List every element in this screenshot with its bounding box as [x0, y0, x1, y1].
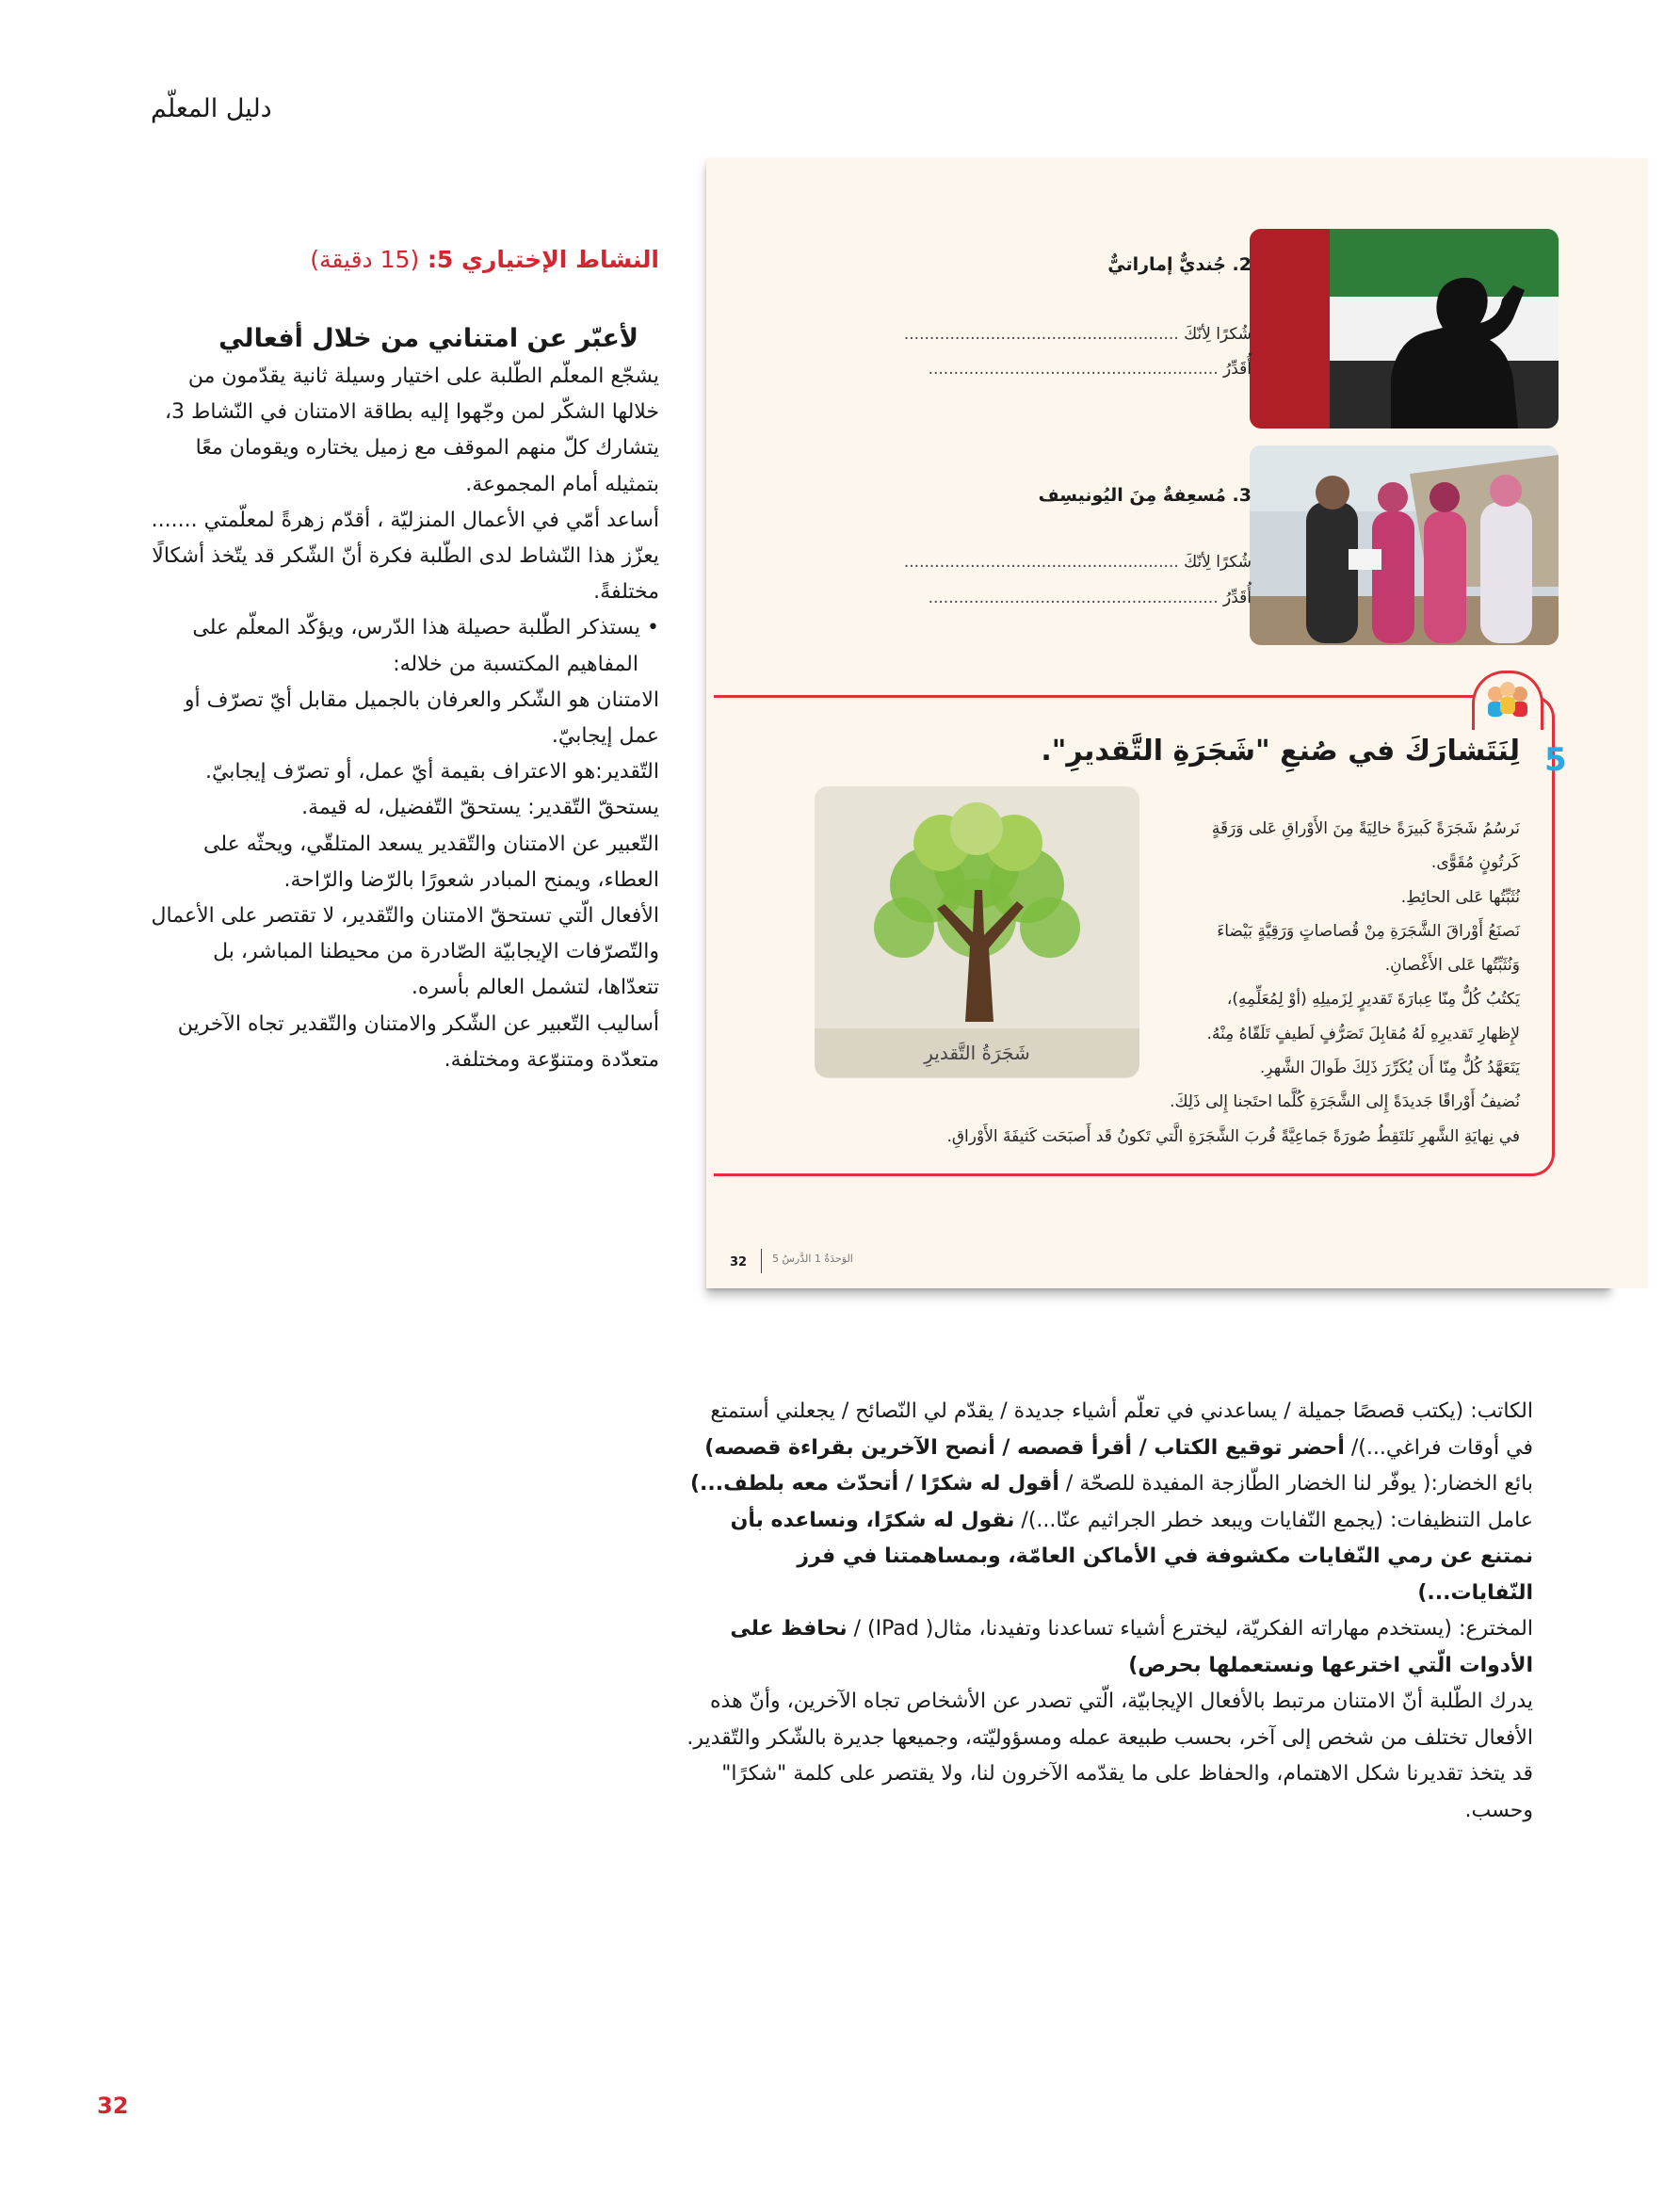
- note-line: عمل إيجابيّ.: [551, 724, 659, 749]
- note-line: الأفعال الّتي تستحقّ الامتنان والتّقدير، لا تقتصر على الأعمال: [151, 904, 659, 929]
- answer-vendor: بائع الخضار:( يوفّر لنا الخضار الطّازجة المفيدة للصحّة / أقول له شكرًا / أتحدّث معه بلطف...): [690, 1472, 1533, 1496]
- note-line: أساعد أمّي في الأعمال المنزليّة ، أقدّم زهرةً لمعلّمتي .......: [151, 508, 659, 532]
- item2-label: 2. جُنديٌّ إماراتيٌّ: [1107, 254, 1252, 275]
- soldier-photo: [1250, 229, 1559, 428]
- book-page-number: 32: [730, 1255, 748, 1269]
- instruction-line: يَكتُبُ كُلٌّ مِنّا عِبارَةَ تَقديرٍ لِزَميلِهِ (أوْ لِمُعَلِّمِهِ)،: [1226, 990, 1520, 1010]
- note-line: خلالها الشكّر لمن وجّهوا إليه بطاقة الامتنان في النّشاط 3،: [164, 400, 659, 425]
- answer-examples: [686, 1394, 1533, 1829]
- answer-cleaner: عامل التنظيفات: (يجمع النّفايات ويبعد خطر الجراثيم عنّا...)/ نقول له شكرًا، ونساعده بأن نمتنع عن رمي النّفايات مكشوفة في الأماكن العامّة، وبمساهمتنا في فرز النّفايات...): [730, 1508, 1533, 1605]
- note-line: أساليب التّعبير عن الشّكر والامتنان والتّقدير تجاه الآخرين: [177, 1011, 659, 1036]
- activity5-title: لِنَتَشارَكَ في صُنعِ "شَجَرَةِ التَّقديرِ".: [1041, 735, 1520, 768]
- instruction-line: لإِظهارِ تَقديرِهِ لَهُ مُقابِلَ تَصَرُّفٍ لَطيفٍ تَلَقّاهُ مِنْهُ.: [1206, 1024, 1520, 1043]
- group-icon: [1472, 671, 1543, 730]
- note-line: تتعدّاها، لتشمل العالم بأسره.: [411, 976, 659, 1000]
- header-title: دليل المعلّم: [151, 94, 272, 123]
- instruction-line: نَصنَعُ أَوْراقَ الشَّجَرَةِ مِنْ قُصاصاتٍ وَرَقِيَّةٍ بَيْضاءَ: [1217, 921, 1520, 941]
- notes-paragraphs: [151, 359, 659, 1078]
- book-unit-lesson: الوَحدَةُ 1 الدَّرسُ 5: [772, 1253, 853, 1265]
- note-line: • يستذكر الطّلبة حصيلة هذا الدّرس، ويؤكّد المعلّم على: [192, 616, 659, 640]
- instruction-line: كَرتُونٍ مُقَوًّى.: [1430, 853, 1520, 873]
- instruction-line: يَتَعَهَّدُ كُلٌّ مِنّا أَن يُكَرِّرَ ذَلِكَ طَوالَ الشَّهرِ.: [1259, 1059, 1520, 1078]
- page-number: 32: [97, 2093, 129, 2119]
- note-line: يتشارك كلّ منهم الموقف مع زميل يختاره ويقومان معًا: [195, 436, 659, 461]
- item3-label: 3. مُسعِفةٌ مِنَ اليُونيسِف: [1038, 485, 1252, 506]
- activity-subtitle: لأعبّر عن امتناني من خلال أفعالي: [218, 324, 638, 353]
- note-line: الامتنان هو الشّكر والعرفان بالجميل مقابل أيّ تصرّف أو: [184, 687, 659, 712]
- instruction-line: نُضيفُ أَوْراقًا جَديدَةً إِلى الشَّجَرَةِ كُلَّما احتَجنا إِلى ذَلِكَ.: [1170, 1092, 1520, 1112]
- tree-caption: شَجَرَةُ التَّقديرِ: [815, 1028, 1139, 1077]
- note-line: يعزّز هذا النّشاط لدى الطّلبة فكرة أنّ الشّكر قد يتّخذ أشكالًا: [152, 544, 659, 569]
- note-line: مختلفةً.: [593, 580, 659, 605]
- note-line: التّعبير عن الامتنان والتّقدير يسعد المتلقّي، ويحثّه على: [203, 832, 659, 856]
- answer-inventor: المخترع: (يستخدم مهاراته الفكريّة، ليخترع أشياء تساعدنا وتفيدنا، مثال( IPad) / نحافظ على الأدوات الّتي اخترعها ونستعملها بحرص): [730, 1617, 1533, 1677]
- note-line: العطاء، ويمنح المبادر شعورًا بالرّضا والرّاحة.: [283, 867, 659, 892]
- activity5-number: 5: [1544, 741, 1567, 779]
- instruction-line: نَرسُمُ شَجَرَةً كَبيرَةً خالِيَةً مِنَ الأَوْراقِ عَلى وَرَقَةٍ: [1211, 819, 1520, 838]
- item3-thanks: شُكرًا لِأنّكَ ......................................................: [903, 553, 1252, 572]
- footer-divider: [761, 1249, 762, 1273]
- instruction-line: في نِهايَةِ الشَّهرِ نَلتَقِطُ صُورَةً جَماعِيَّةً قُربَ الشَّجَرَةِ الَّتي تَكونُ قَد أَصبَحَت كَثيفَةَ الأَوْراقِ.: [946, 1126, 1520, 1146]
- item3-appreciate: أُقَدِّرُ .........................................................: [928, 589, 1252, 607]
- note-line: يستحقّ التّقدير: يستحقّ التّفضيل، له قيمة.: [301, 796, 659, 820]
- note-line: بتمثيله أمام المجموعة.: [465, 472, 659, 496]
- answer-author: الكاتب: (يكتب قصصًا جميلة / يساعدني في تعلّم أشياء جديدة / يقدّم لي النّصائح / يجعلني أستمتع في أوقات فراغي...)/ أحضر توقيع الكتاب / أقرأ قصصه / أنصح الآخرين بقراءة قصصه): [704, 1399, 1533, 1460]
- note-line: التّقدير:هو الاعتراف بقيمة أيّ عمل، أو تصرّف إيجابيّ.: [204, 760, 659, 784]
- note-line: متعدّدة ومتنوّعة ومختلفة.: [444, 1047, 659, 1072]
- closing-paragraph: قد يتخذ تقديرنا شكل الاهتمام، والحفاظ على ما يقدّمه الآخرون لنا، ولا يقتصر على كلمة "شكرًا" وحسب.: [721, 1762, 1533, 1822]
- note-line: والتّصرّفات الإيجابيّة الصّادرة من محيطنا المباشر، بل: [213, 940, 659, 964]
- item2-thanks: شُكرًا لِأنّكَ ......................................................: [903, 325, 1252, 344]
- book-page-edge: [1610, 158, 1648, 1288]
- medic-photo: [1250, 445, 1559, 645]
- note-line: يشجّع المعلّم الطّلبة على اختيار وسيلة ثانية يقدّمون من: [187, 364, 659, 388]
- item2-appreciate: أُقَدِّرُ .........................................................: [928, 360, 1252, 379]
- instruction-line: نُثَبِّتُها عَلى الحائِطِ.: [1400, 887, 1520, 907]
- summary-paragraph: يدرك الطّلبة أنّ الامتنان مرتبط بالأفعال الإيجابيّة، الّتي تصدر عن الأشخاص تجاه الآخرين، وأنّ هذه الأفعال تختلف من شخص إلى آخر، بحسب طبيعة عمله ومسؤوليّته، وجميعها جديرة بالشّكر والتّقدير.: [687, 1690, 1533, 1750]
- activity-title: النشاط الإختياري 5: (15 دقيقة): [310, 246, 659, 273]
- note-line: المفاهيم المكتسبة من خلاله:: [393, 652, 638, 676]
- teacher-notes: [151, 240, 659, 1078]
- instruction-line: وَنُثَبِّتُها عَلى الأَغْصانِ.: [1384, 956, 1520, 976]
